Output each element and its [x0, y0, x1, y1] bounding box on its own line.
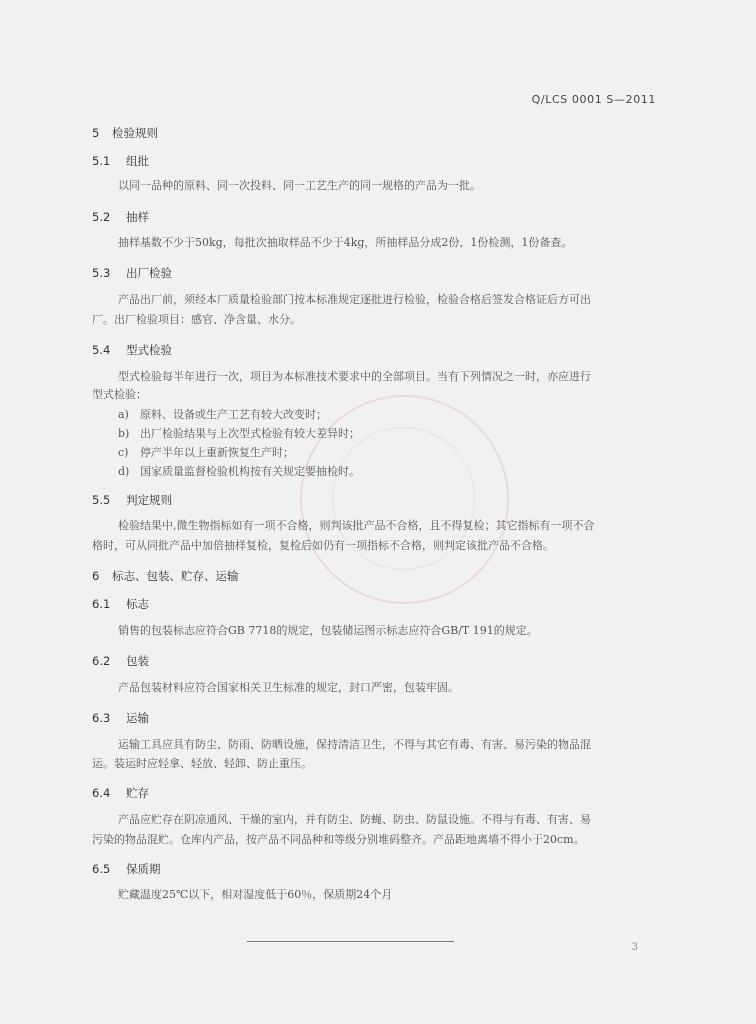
- section-heading-6-3: 6.3 运输: [92, 711, 149, 725]
- section-heading-5-4: 5.4 型式检验: [92, 343, 172, 357]
- section-heading-6-4: 6.4 贮存: [92, 786, 149, 800]
- section-heading-5-3: 5.3 出厂检验: [92, 266, 172, 280]
- page-number: 3: [631, 942, 638, 953]
- paragraph-5-5-line2: 格时，可从同批产品中加倍抽样复检，复检后如仍有一项指标不合格，则判定该批产品不合格。: [92, 539, 554, 552]
- paragraph-6-2: 产品包装材料应符合国家相关卫生标准的规定，封口严密，包装牢固。: [118, 681, 459, 694]
- inspection-conditions-list: [118, 405, 360, 481]
- paragraph-5-5-line1: 检验结果中,微生物指标如有一项不合格，则判该批产品不合格，且不得复检；其它指标有一项不合: [118, 519, 595, 532]
- paragraph-5-4-line1: 型式检验每半年进行一次，项目为本标准技术要求中的全部项目。当有下列情况之一时，亦应进行: [118, 370, 591, 383]
- section-heading-5-1: 5.1 组批: [92, 154, 149, 168]
- section-heading-5-5: 5.5 判定规则: [92, 493, 172, 507]
- section-heading-6: 6 标志、包装、贮存、运输: [92, 569, 239, 583]
- paragraph-6-1: 销售的包装标志应符合GB 7718的规定，包装储运图示标志应符合GB/T 191的规定。: [118, 624, 538, 637]
- section-heading-6-2: 6.2 包装: [92, 654, 149, 668]
- paragraph-6-5: 贮藏温度25℃以下，相对湿度低于60％，保质期24个月: [118, 888, 393, 901]
- document-code: Q/LCS 0001 S—2011: [531, 93, 656, 106]
- paragraph-5-4-line2: 型式检验：: [92, 388, 147, 401]
- footer-divider: [247, 941, 454, 942]
- paragraph-6-4-line2: 污染的物品混贮。仓库内产品，按产品不同品种和等级分别堆码整齐。产品距地离墙不得小于20cm。: [92, 833, 585, 846]
- section-heading-5-2: 5.2 抽样: [92, 210, 149, 224]
- paragraph-5-3-line1: 产品出厂前，须经本厂质量检验部门按本标准规定逐批进行检验，检验合格后签发合格证后方可出: [118, 293, 591, 306]
- paragraph-6-3-line1: 运输工具应具有防尘、防雨、防晒设施，保持清洁卫生，不得与其它有毒、有害、易污染的物品混: [118, 738, 591, 751]
- list-item: c) 停产半年以上重新恢复生产时；: [118, 446, 294, 459]
- list-item: b) 出厂检验结果与上次型式检验有较大差异时；: [118, 427, 360, 440]
- paragraph-6-4-line1: 产品应贮存在阴凉通风、干燥的室内，并有防尘、防蝇、防虫、防鼠设施。不得与有毒、有害、易: [118, 813, 591, 826]
- paragraph-5-2: 抽样基数不少于50kg，每批次抽取样品不少于4kg，所抽样品分成2份，1份检测，1份备查。: [118, 236, 573, 249]
- list-item: a) 原料、设备或生产工艺有较大改变时；: [118, 408, 327, 421]
- paragraph-5-1: 以同一品种的原料、同一次投料、同一工艺生产的同一规格的产品为一批。: [118, 179, 481, 192]
- paragraph-6-3-line2: 运。装运时应轻拿、轻放、轻卸、防止重压。: [92, 757, 312, 770]
- section-heading-5: 5 检验规则: [92, 126, 158, 140]
- section-heading-6-1: 6.1 标志: [92, 597, 149, 611]
- section-heading-6-5: 6.5 保质期: [92, 862, 161, 876]
- list-item: d) 国家质量监督检验机构按有关规定要抽检时。: [118, 465, 360, 478]
- paragraph-5-3-line2: 厂。出厂检验项目：感官、净含量、水分。: [92, 313, 301, 326]
